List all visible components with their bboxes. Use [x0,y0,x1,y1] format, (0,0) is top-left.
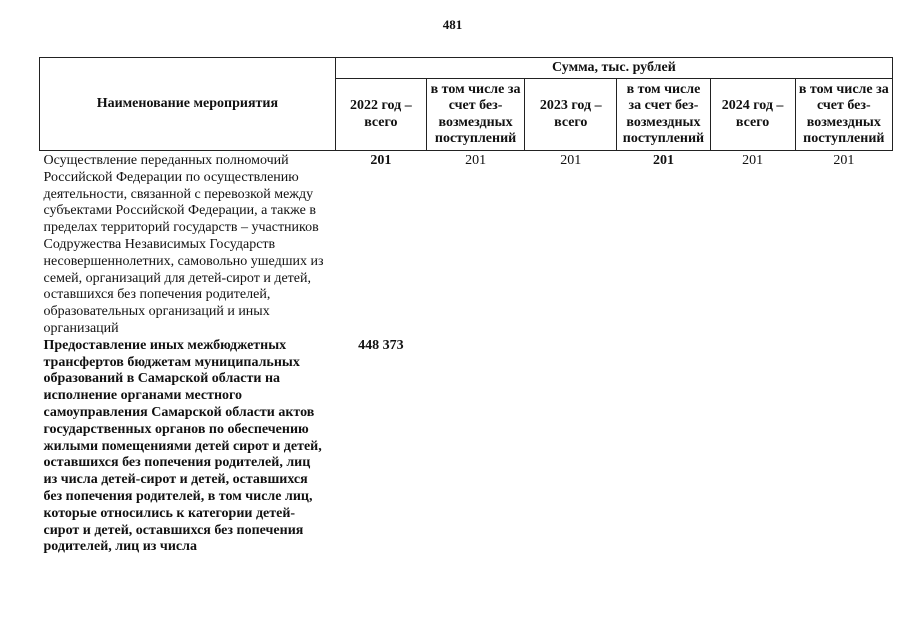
table-row [40,338,893,556]
column-header-2022-total: 2022 год – всего [335,79,426,151]
row-value-2024-total [710,338,795,556]
row-value-2022-gratuitous [426,338,524,556]
column-header-2023-total: 2023 год – всего [525,79,617,151]
page-number: 481 [442,17,463,32]
row-value-2024-gratuitous: 201 [833,153,855,168]
table-row [40,153,893,338]
row-value-2023-total [525,338,617,556]
row-name: Осуществление переданных полномочий Российской Федерации по осуществлению деятельности, связанной с перевозкой между субъектами Российской Федерации, а также в пределах территорий государств – участников Содружества Независимых Государств несовершеннолетних, самовольно ушедших из семей, организаций для детей-сирот и детей, оставшихся без попечения родителей, образовательных организаций и иных организаций [43,153,324,336]
table-header-row-1 [40,58,893,79]
row-value-2022-gratuitous: 201 [465,153,487,168]
column-header-2024-total: 2024 год – всего [710,79,795,151]
row-value-2022-total: 448 373 [358,337,404,353]
row-value-2023-gratuitous [617,338,710,556]
budget-table [39,57,893,556]
column-header-name: Наименование мероприятия [40,58,336,151]
column-header-2023-gratuitous: в том числе за счет без-возмездных поступлений [617,79,710,151]
row-value-2023-gratuitous: 201 [652,153,674,168]
row-value-2022-total: 201 [370,153,392,168]
row-value-2024-gratuitous [795,338,892,556]
row-value-2023-total: 201 [560,153,582,168]
column-header-sum: Сумма, тыс. рублей [335,58,892,79]
row-name: Предоставление иных межбюджетных трансфертов бюджетам муниципальных образований в Самарской области на исполнение органами местного самоуправления Самарской области актов государственных органов по обеспечению жилыми помещениями детей сирот и детей, оставшихся без попечения родителей, лиц из числа детей-сирот и детей, оставшихся без попечения родителей, в том числе лиц, которые относились к категории детей-сирот и детей, оставшихся без попечения родителей, лиц из числа [43,337,322,555]
column-header-2024-gratuitous: в том числе за счет без-возмездных поступлений [795,79,892,151]
row-value-2024-total: 201 [742,153,764,168]
column-header-2022-gratuitous: в том числе за счет без-возмездных поступлений [426,79,524,151]
